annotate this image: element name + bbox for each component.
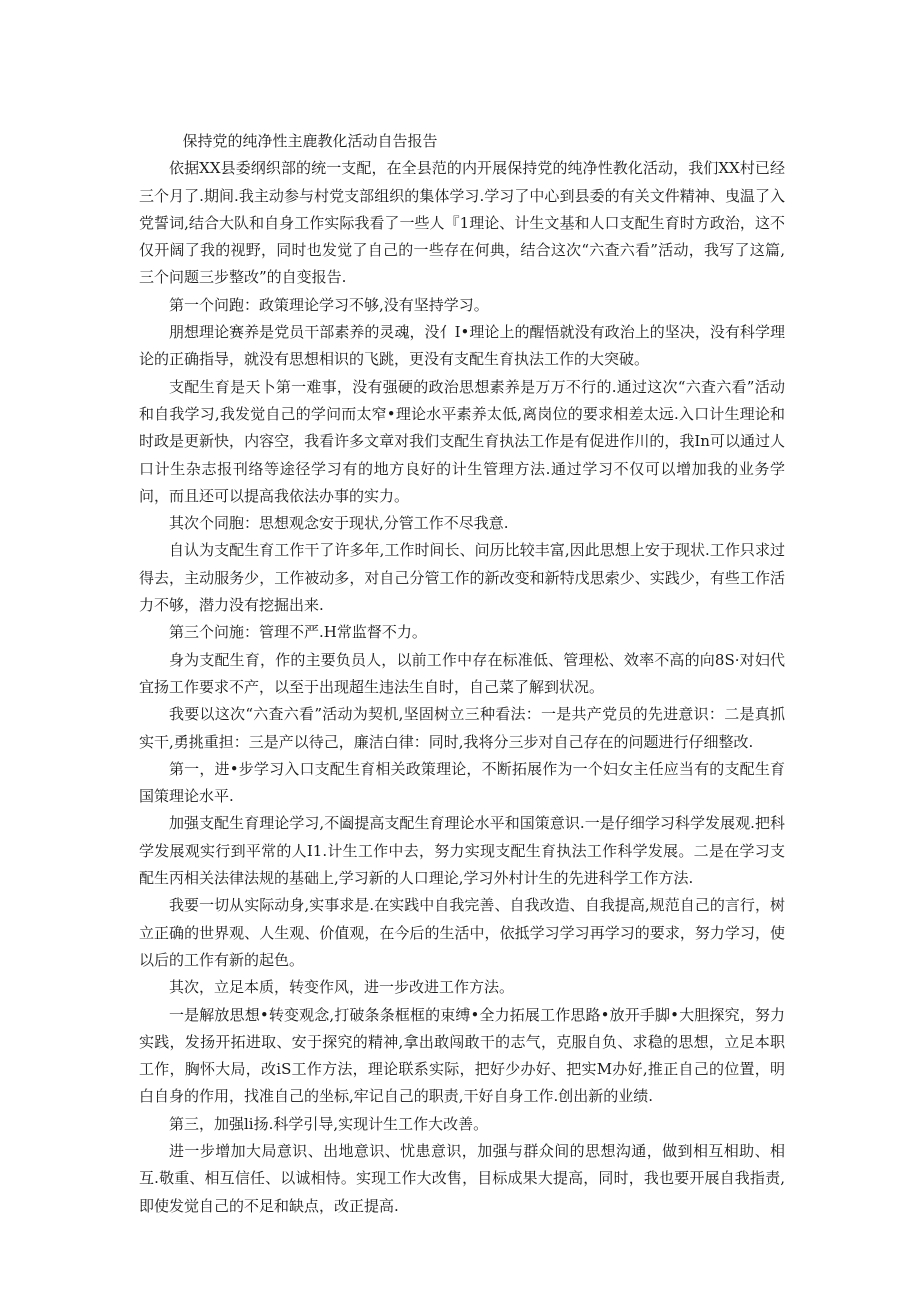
paragraph-problem-1-body-b: 支配生育是天卜第一难事，没有强硬的政治思想素养是万万不行的.通过这次“六査六看”活动和自我学习,我发觉自己的学问而太窄•理论水平素养太低,离岗位的要求相差太远.入口计生理论和时政是更新快，内容空，我看许多文章对我们支配生育执法工作是有促进作川的，我In可以通过人口计生杂志报刊络等途径学习有的地方良好的计生管理方法.通过学习不仅可以增加我的业务学问，而且还可以提高我依法办事的实力。 [139,377,785,505]
paragraph-intro: 依据XX县委纲织部的统一支配，在全县范的内开展保持党的纯净性教化活动，我们XX村已经三个月了.期间.我主动参与村党支部组织的集体学习.学习了中心到县委的有关文件精神、曳温了入党誓词,结合大队和自身工作实际我看了一些人『1理论、计生文基和人口支配生育时方政治，这不仅开阔了我的视野，同时也发觉了自己的一些存在何典，结合这次“六査六看”活动，我写了这篇,三个问题三步整改”的自变报告. [139,159,785,287]
paragraph-problem-1-heading: 第一个问跑：政策理论学习不够,没有坚持学习。 [169,295,489,314]
paragraph-step-1-body-a: 加强支配生育理论学习,不阖提高支配生育理论水平和国策意识.一是仔细学习科学发展观.把科学发展观实行到平常的人I1.计生工作中去，努力实现支配生育执法工作科学发展。二是在学习支配生丙相关法律法规的基础上,学习新的人口理论,学习外村计生的先进科学工作方法. [139,814,785,888]
paragraph-problem-1-body-a: 朋想理论赛养是党员干部素养的灵魂，没亻I•理论上的醒悟就没有政治上的坚决，没有科学理论的正确指导，就没有思想相识的飞跳，更没有支配生育执法工作的大突破。 [139,323,785,369]
paragraph-step-2-body: 一是解放思想•转变观念,打破条条框框的束缚•全力拓展工作思路•放开手脚•大胆探究，努力实践，发扬开拓进取、安于探究的精神,拿出敢闯敢干的志气，克服自负、求稳的思想，立足本职工作，胸怀大局，改iS工作方法，理论联系实际，把好少办好、把实M办好,推正自己的位置，明白自身的作用，找准自己的坐标,牢记自己的职责,干好自身工作.创出新的业绩. [139,1005,785,1106]
document-title: 保持党的纯净性主鹿教化活动自告报告 [182,132,438,150]
paragraph-problem-3-heading: 第三个问施：管理不严.H常监督不力。 [169,623,427,642]
paragraph-problem-3-body: 身为支配生育，作的主要负员人，以前工作中存在标准低、管理松、效率不高的向8S·对妇代宜扬工作要求不产，以至于出现超生违法生自时，自己菜了解到状况。 [139,650,785,696]
paragraph-step-3-body: 进一步增加大局意识、出地意识、忧患意识，加强与群众间的思想沟通，做到相互相助、相互.敬重、相互信任、以诚相恃。实现工作大改售，目标成果大提高，同时，我也要开展自我指责,即使发觉自己的不足和缺点，改正提高. [139,1141,785,1215]
paragraph-commitment: 我要以这次“六査六看”活动为契机,坚固树立三种看法：一是共产党员的先进意识：二是真抓实干,勇挑重担：三是产以待己，廉洁白律：同时,我将分三步对自己存在的问题进行仔细整改. [139,705,785,751]
paragraph-problem-2-body: 自认为支配生育工作干了许多年,工作时间长、问历比较丰富,因此思想上安于现状.工作只求过得去，主动服务少，工作被动多，对自己分管工作的新改变和新特戊思索少、实践少，有些工作活力不够，潜力没有挖掘出来. [139,541,785,615]
paragraph-step-1-body-b: 我要一切从实际动身,实事求是.在实践中自我完善、自我改造、自我提高,规范自己的言行，树立正确的世界观、人生观、价值观，在今后的生活中，依抵学习学习再学习的要求，努力学习，使以后的工作有新的起色。 [139,896,785,969]
paragraph-problem-2-heading: 其次个同胞：思想观念安于现状,分管工作不尽我意. [169,514,509,533]
paragraph-step-2-heading: 其次，立足本质，转变作风，进一步改进工作方法。 [169,978,515,997]
paragraph-step-3-heading: 第三，加强li扬.科学引导,实现计生工作大改善。 [169,1114,489,1133]
document-body [139,128,785,1220]
paragraph-step-1-heading: 第一，进•步学习入口支配生育相关政策理论，不断拓展作为一个妇女主任应当有的支配生育国策理论水平. [139,759,785,806]
